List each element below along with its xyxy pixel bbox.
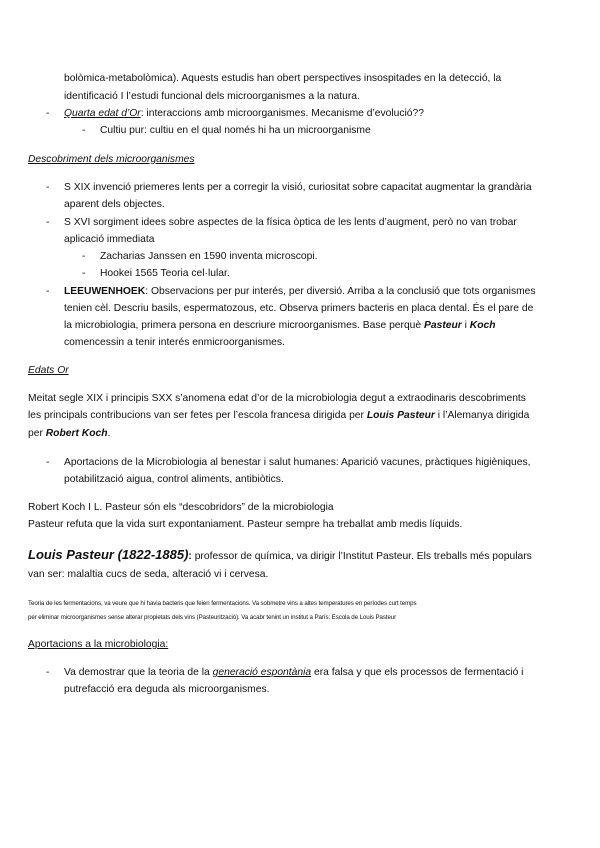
sub-list-item: Hookei 1565 Teoria cel·lular.: [100, 268, 230, 279]
bullet-dash: -: [46, 286, 50, 297]
list-item-line: putrefacció era deguda als microorganismes.: [64, 684, 270, 695]
list-item-line: potabilització aigua, control aliments, antibiòtics.: [64, 474, 284, 485]
paragraph-line: bolòmica-metabolòmica). Aquests estudis han obert perspectives insospitades en la detecció, la: [64, 73, 502, 84]
pasteur-name: Pasteur: [424, 320, 462, 331]
quarta-edat-link: Quarta edat d’Or: [64, 108, 141, 119]
small-note-line: Teoria de les fermentacions, va veure que hi havia bacteris que feien fermentacions. Va sobmetre vins a altes temperatures en períodes curt temps: [28, 600, 417, 607]
subsection-heading: Aportacions a la microbiologia:: [28, 639, 169, 650]
list-item-line: S XVI sorgiment idees sobre aspectes de la física òptica de les lents d’augment, però no van trobar: [64, 217, 517, 228]
bullet-dash: -: [46, 457, 50, 468]
list-item-line: la microbiologia, primera persona en descriure microorganismes. Base perquè Pasteur i Koch: [64, 320, 496, 331]
sub-bullet-dash: -: [82, 125, 86, 136]
paragraph-line: identificació I l’estudi funcional dels microorganismes a la natura.: [64, 91, 360, 102]
list-item-line: comencessin a tenir interés enmicroorganismes.: [64, 337, 285, 348]
paragraph-line: per Robert Koch.: [28, 428, 111, 439]
koch-name: Koch: [469, 320, 496, 331]
list-item-line: aplicació immediata: [64, 234, 155, 245]
pasteur-heading: Louis Pasteur (1822-1885): [28, 547, 189, 562]
pasteur-intro-line: Louis Pasteur (1822-1885): professor de química, va dirigir l’Institut Pasteur. Els treballs més populars: [28, 547, 532, 562]
list-item-line: S XIX invenció priemeres lents per a corregir la visió, curiositat sobre capacitat augmentar la grandària: [64, 182, 532, 193]
list-item-line: LEEUWENHOEK: Observacions per pur interés, per diversió. Arriba a la conclusió que tots organismes: [64, 286, 536, 297]
list-item-line: Va demostrar que la teoria de la generació espontània era falsa y que els processos de fermentació i: [64, 667, 524, 678]
louis-pasteur-name: Louis Pasteur: [366, 410, 435, 421]
list-item-line: tenien cèl. Descriu basils, espermatozous, etc. Observa primers bacteris en placa dental. És el pare de: [64, 303, 534, 314]
list-item-text: : interaccions amb microorganismes. Mecanisme d’evolució??: [140, 108, 424, 119]
sub-list-item: Zacharias Janssen en 1590 inventa microscopi.: [100, 251, 318, 262]
list-item-line: Aportacions de la Microbiologia al benestar i salut humanes: Aparició vacunes, pràctiques higièniques,: [64, 457, 531, 468]
bullet-dash: -: [46, 182, 50, 193]
sub-bullet-dash: -: [82, 268, 86, 279]
small-note-line: per eliminar microorganismes sense alterar propietats dels vins (Pasteurització). Va acabr tenint un institut a París: Escola de Louis Pasteur: [28, 614, 397, 621]
generacio-espontania-term: generació espontània: [212, 667, 312, 678]
bullet-dash: -: [46, 217, 50, 228]
leeuwenhoek-name: LEEUWENHOEK: [64, 286, 146, 297]
sub-bullet-dash: -: [82, 251, 86, 262]
paragraph-line: van ser: malaltia cucs de seda, alteració vi i cervesa.: [28, 569, 269, 580]
paragraph-line: les principals contribucions van ser fetes per l’escola francesa dirigida per Louis Pasteur i l’Alemanya dirigida: [28, 410, 530, 421]
paragraph-line: Pasteur refuta que la vida surt expontaniament. Pasteur sempre ha treballat amb medis líquids.: [28, 519, 463, 530]
bullet-dash: -: [46, 667, 50, 678]
list-item-quarta-edat: [64, 107, 424, 121]
list-item-line: aparent dels objectes.: [64, 199, 165, 210]
robert-koch-name: Robert Koch: [45, 428, 108, 439]
bullet-dash: -: [46, 108, 50, 119]
paragraph-line: Robert Koch I L. Pasteur són els “descobridors” de la microbiologia: [28, 502, 334, 513]
section-heading: Descobriment dels microorganismes: [28, 154, 195, 165]
sub-list-item: Cultiu pur: cultiu en el qual només hi ha un microorganisme: [100, 125, 371, 136]
paragraph-line: Meitat segle XIX i principis SXX s’anomena edat d’or de la microbiologia degut a extraodinaris descobriments: [28, 393, 526, 404]
section-heading: Edats Or: [28, 365, 69, 376]
